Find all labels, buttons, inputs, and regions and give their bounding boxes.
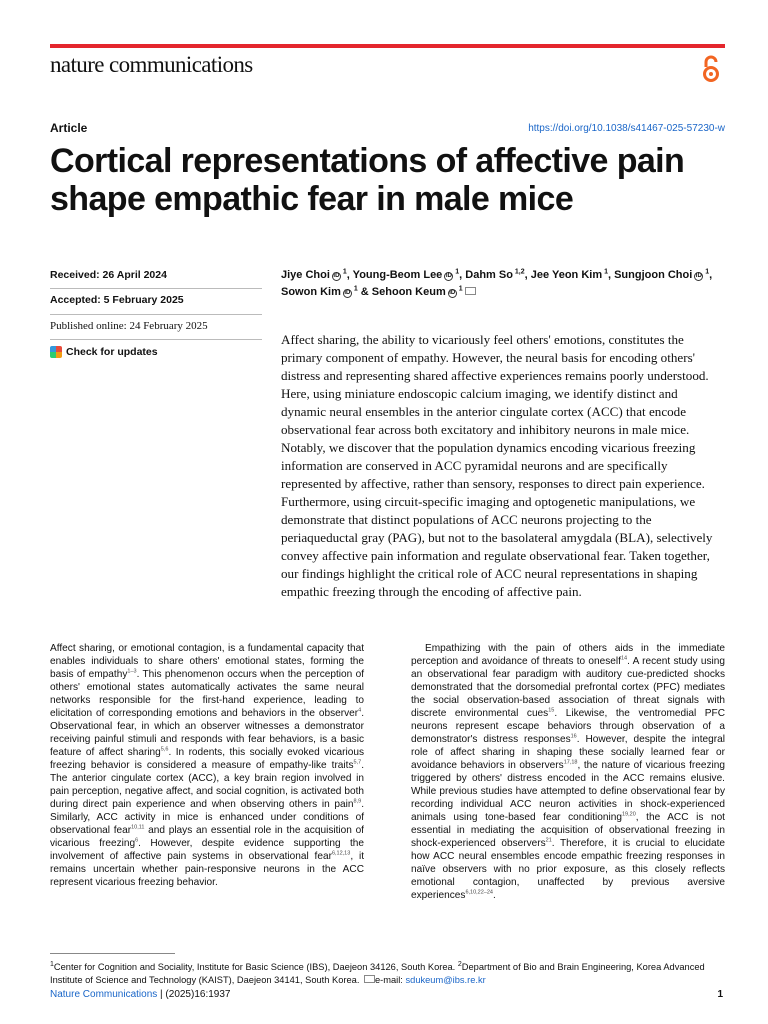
email-link[interactable]: sdukeum@ibs.re.kr (405, 975, 486, 985)
body-text: . (492, 890, 496, 901)
footnote-rule (50, 953, 175, 954)
article-type: Article (50, 121, 88, 135)
affiliation-1: Center for Cognition and Sociality, Institute for Basic Science (IBS), Daejeon 34126, South Korea. (53, 962, 456, 972)
orcid-icon[interactable]: iD (445, 273, 452, 279)
body-text: , the ACC is not essential in mediating the acquisition of observational freezing in shock-experienced observers (411, 812, 725, 849)
citation-ref[interactable]: 5,7 (353, 759, 362, 766)
author-list: Jiye Choi iD $^1$, Young-Beom Lee iD $^1$, Dahm So $^{1,2}$, Jee Yeon Kim $^1$, Sungjoon Choi iD $^1$, Sowon Kim iD $^1$ & Sehoon Keum iD $^1$ (281, 268, 713, 298)
citation-ref[interactable]: 6,10,22–24 (465, 889, 493, 896)
author-name[interactable]: Jiye Choi (281, 269, 330, 281)
body-text: . Similarly, ACC activity in mice is enhanced under conditions of observational fear (50, 799, 364, 836)
affiliation-marker: 1 (453, 268, 460, 276)
author-name[interactable]: Jee Yeon Kim (530, 269, 603, 281)
author-name[interactable]: Sehoon Keum (371, 286, 446, 298)
affiliation-marker: 1 (456, 285, 463, 293)
body-text: . This phenomenon occurs when the perception of others' emotional states automatically activates the same neural networks responsible for the first-hand experience, leading to elicitation of corresponding emotions and behaviors in the observer (50, 669, 364, 719)
citation-ref[interactable]: 10,11 (131, 824, 145, 831)
affiliation-marker: 1 (340, 268, 347, 276)
footer-journal-link[interactable]: Nature Communications (50, 989, 158, 1000)
affiliations-footnote: $^1$Center for Cognition and Sociality, Institute for Basic Science (IBS), Daejeon 34126, South Korea. $^2$Department of Bio and Brain Engineering, Korea Advanced Institute of Science and Technology (KAIST), Daejeon 34141, South Korea. e-mail: sdukeum@ibs.re.kr (50, 960, 705, 985)
page-number: 1 (717, 989, 723, 1000)
body-column-right (411, 642, 725, 902)
body-text: and plays an essential role in the acquisition of vicarious freezing (50, 825, 364, 849)
affiliation-marker: 1 (602, 268, 608, 276)
orcid-icon[interactable]: iD (695, 273, 702, 279)
orcid-icon[interactable]: iD (449, 290, 456, 296)
citation-ref[interactable]: 6 (135, 837, 139, 844)
orcid-icon[interactable]: iD (333, 273, 340, 279)
citation-ref[interactable]: 19,20 (622, 811, 636, 818)
abstract: Affect sharing, the ability to vicariously feel others' emotions, constitutes the primary component of empathy. However, the neural basis for encoding others' distress and representing shared affective experiences remains poorly understood. Here, using miniature endoscopic calcium imaging, we identify distinct and dynamic neural ensembles in the anterior cingulate cortex (ACC) that encode observational fear across both excitatory and inhibitory neurons in male mice. Notably, we discover that the population dynamics encoding vicarious freezing information are conserved in ACC pyramidal neurons and are specifically represented by affective, rather than sensory, responses to direct pain experience. Furthermore, using circuit-specific imaging and optogenetic manipulations, we demonstrate that distinct populations of ACC neurons projecting to the periaqueductal gray (PAG), but not to the basolateral amygdala (BLA), selectively convey affective pain information and regulate observational fear. Taken together, our findings highlight the critical role of ACC neural representations in shaping empathic freezing through the encoding of affective pain. (281, 332, 713, 599)
author-name[interactable]: Dahm So (465, 269, 513, 281)
check-updates-icon (50, 346, 62, 358)
received-date: Received: 26 April 2024 (50, 269, 167, 281)
citation-ref[interactable]: 1–3 (127, 668, 137, 675)
body-text: Affect sharing, or emotional contagion, is a fundamental capacity that enables individuals to share others' emotional states, forming the basis of empathy (50, 643, 364, 680)
citation-ref[interactable]: 6,12,13 (331, 850, 351, 857)
check-for-updates-button[interactable] (50, 346, 262, 358)
author-name[interactable]: Sungjoon Choi (614, 269, 693, 281)
footer-citation: Nature Communications | (2025)16:1937 (50, 989, 231, 1000)
body-text: . A recent study using an observational fear paradigm with auditory cue-predicted shocks demonstrated that the dorsomedial prefrontal cortex (PFC) mediates the social observation-based association of threat signals with discrete environmental cues (411, 656, 725, 719)
citation-ref[interactable]: 14 (620, 655, 628, 662)
body-text: , it remains uncertain whether pain-responsive neurons in the ACC represent vicarious freezing behavior. (50, 851, 365, 888)
body-text: , the nature of vicarious freezing triggered by others' distress encoded in the ACC remains elusive. While previous studies have attempted to define observational fear by recording individual ACC neuron activities in shock-experienced animals using tone-based fear conditioning (411, 760, 726, 823)
divider (50, 288, 262, 289)
citation-ref[interactable]: 4 (358, 707, 362, 714)
body-text: . In rodents, this socially evoked vicarious freezing behavior is considered a measure of empathy-like traits (50, 747, 364, 771)
affiliation-marker: 1,2 (512, 268, 525, 276)
header-rule (50, 44, 725, 48)
article-title: Cortical representations of affective pain shape empathic fear in male mice (50, 142, 685, 218)
divider (50, 314, 262, 315)
body-text: . Therefore, it is crucial to elucidate how ACC neural ensembles encode empathic freezing responses in naïve observers with no prior exposure, as this closely reflects emotional contagion, unaffected by previous aversive experiences (411, 838, 725, 901)
citation-ref[interactable]: 8,9 (353, 798, 362, 805)
body-text: . The anterior cingulate cortex (ACC), a key brain region involved in pain perception, negative affect, and social cognition, is activated both during direct pain experience and when observing others in pain (50, 760, 364, 810)
accepted-date: Accepted: 5 February 2025 (50, 294, 184, 306)
body-text: . However, despite the integral role of affect sharing in shaping these socially learned fear or avoidance behaviors in observers (411, 734, 725, 771)
check-updates-label: Check for updates (66, 346, 158, 358)
body-text: . Likewise, the ventromedial PFC neurons represent escape behaviors through observation of a demonstrator's distress responses (411, 708, 725, 745)
author-name[interactable]: Sowon Kim (281, 286, 341, 298)
divider (50, 339, 262, 340)
email-icon (364, 975, 375, 983)
email-label: e-mail: (375, 975, 403, 985)
author-name[interactable]: Young-Beom Lee (352, 269, 443, 281)
footer-volume: (2025)16:1937 (165, 989, 231, 1000)
affiliation-2: Department of Bio and Brain Engineering, Korea Advanced Institute of Science and Technology (KAIST), Daejeon 34141, South Korea. (50, 962, 705, 985)
body-text: . However, despite evidence supporting the involvement of affective pain systems in observational fear (50, 838, 364, 862)
published-date: Published online: 24 February 2025 (50, 320, 208, 332)
citation-ref[interactable]: 17,18 (563, 759, 578, 766)
citation-ref[interactable]: 5,6 (160, 746, 169, 753)
affiliation-marker: 1 (351, 285, 358, 293)
open-access-icon (699, 55, 723, 83)
affiliation-marker: 1 (703, 268, 710, 276)
body-column-left (50, 642, 364, 889)
email-icon[interactable] (465, 287, 476, 295)
citation-ref[interactable]: 15 (548, 707, 555, 714)
body-text: Empathizing with the pain of others aids in the immediate perception and avoidance of threats to oneself (411, 643, 725, 667)
citation-ref[interactable]: 16 (570, 733, 577, 740)
body-text: . Observational fear, in which an observer witnesses a demonstrator receiving painful stimuli and responds with fear behaviors, is a basic feature of affect sharing (50, 708, 364, 758)
orcid-icon[interactable]: iD (344, 290, 351, 296)
doi-link[interactable]: https://doi.org/10.1038/s41467-025-57230-w (528, 123, 725, 134)
citation-ref[interactable]: 21 (545, 837, 552, 844)
journal-logo: nature communications (50, 52, 253, 77)
